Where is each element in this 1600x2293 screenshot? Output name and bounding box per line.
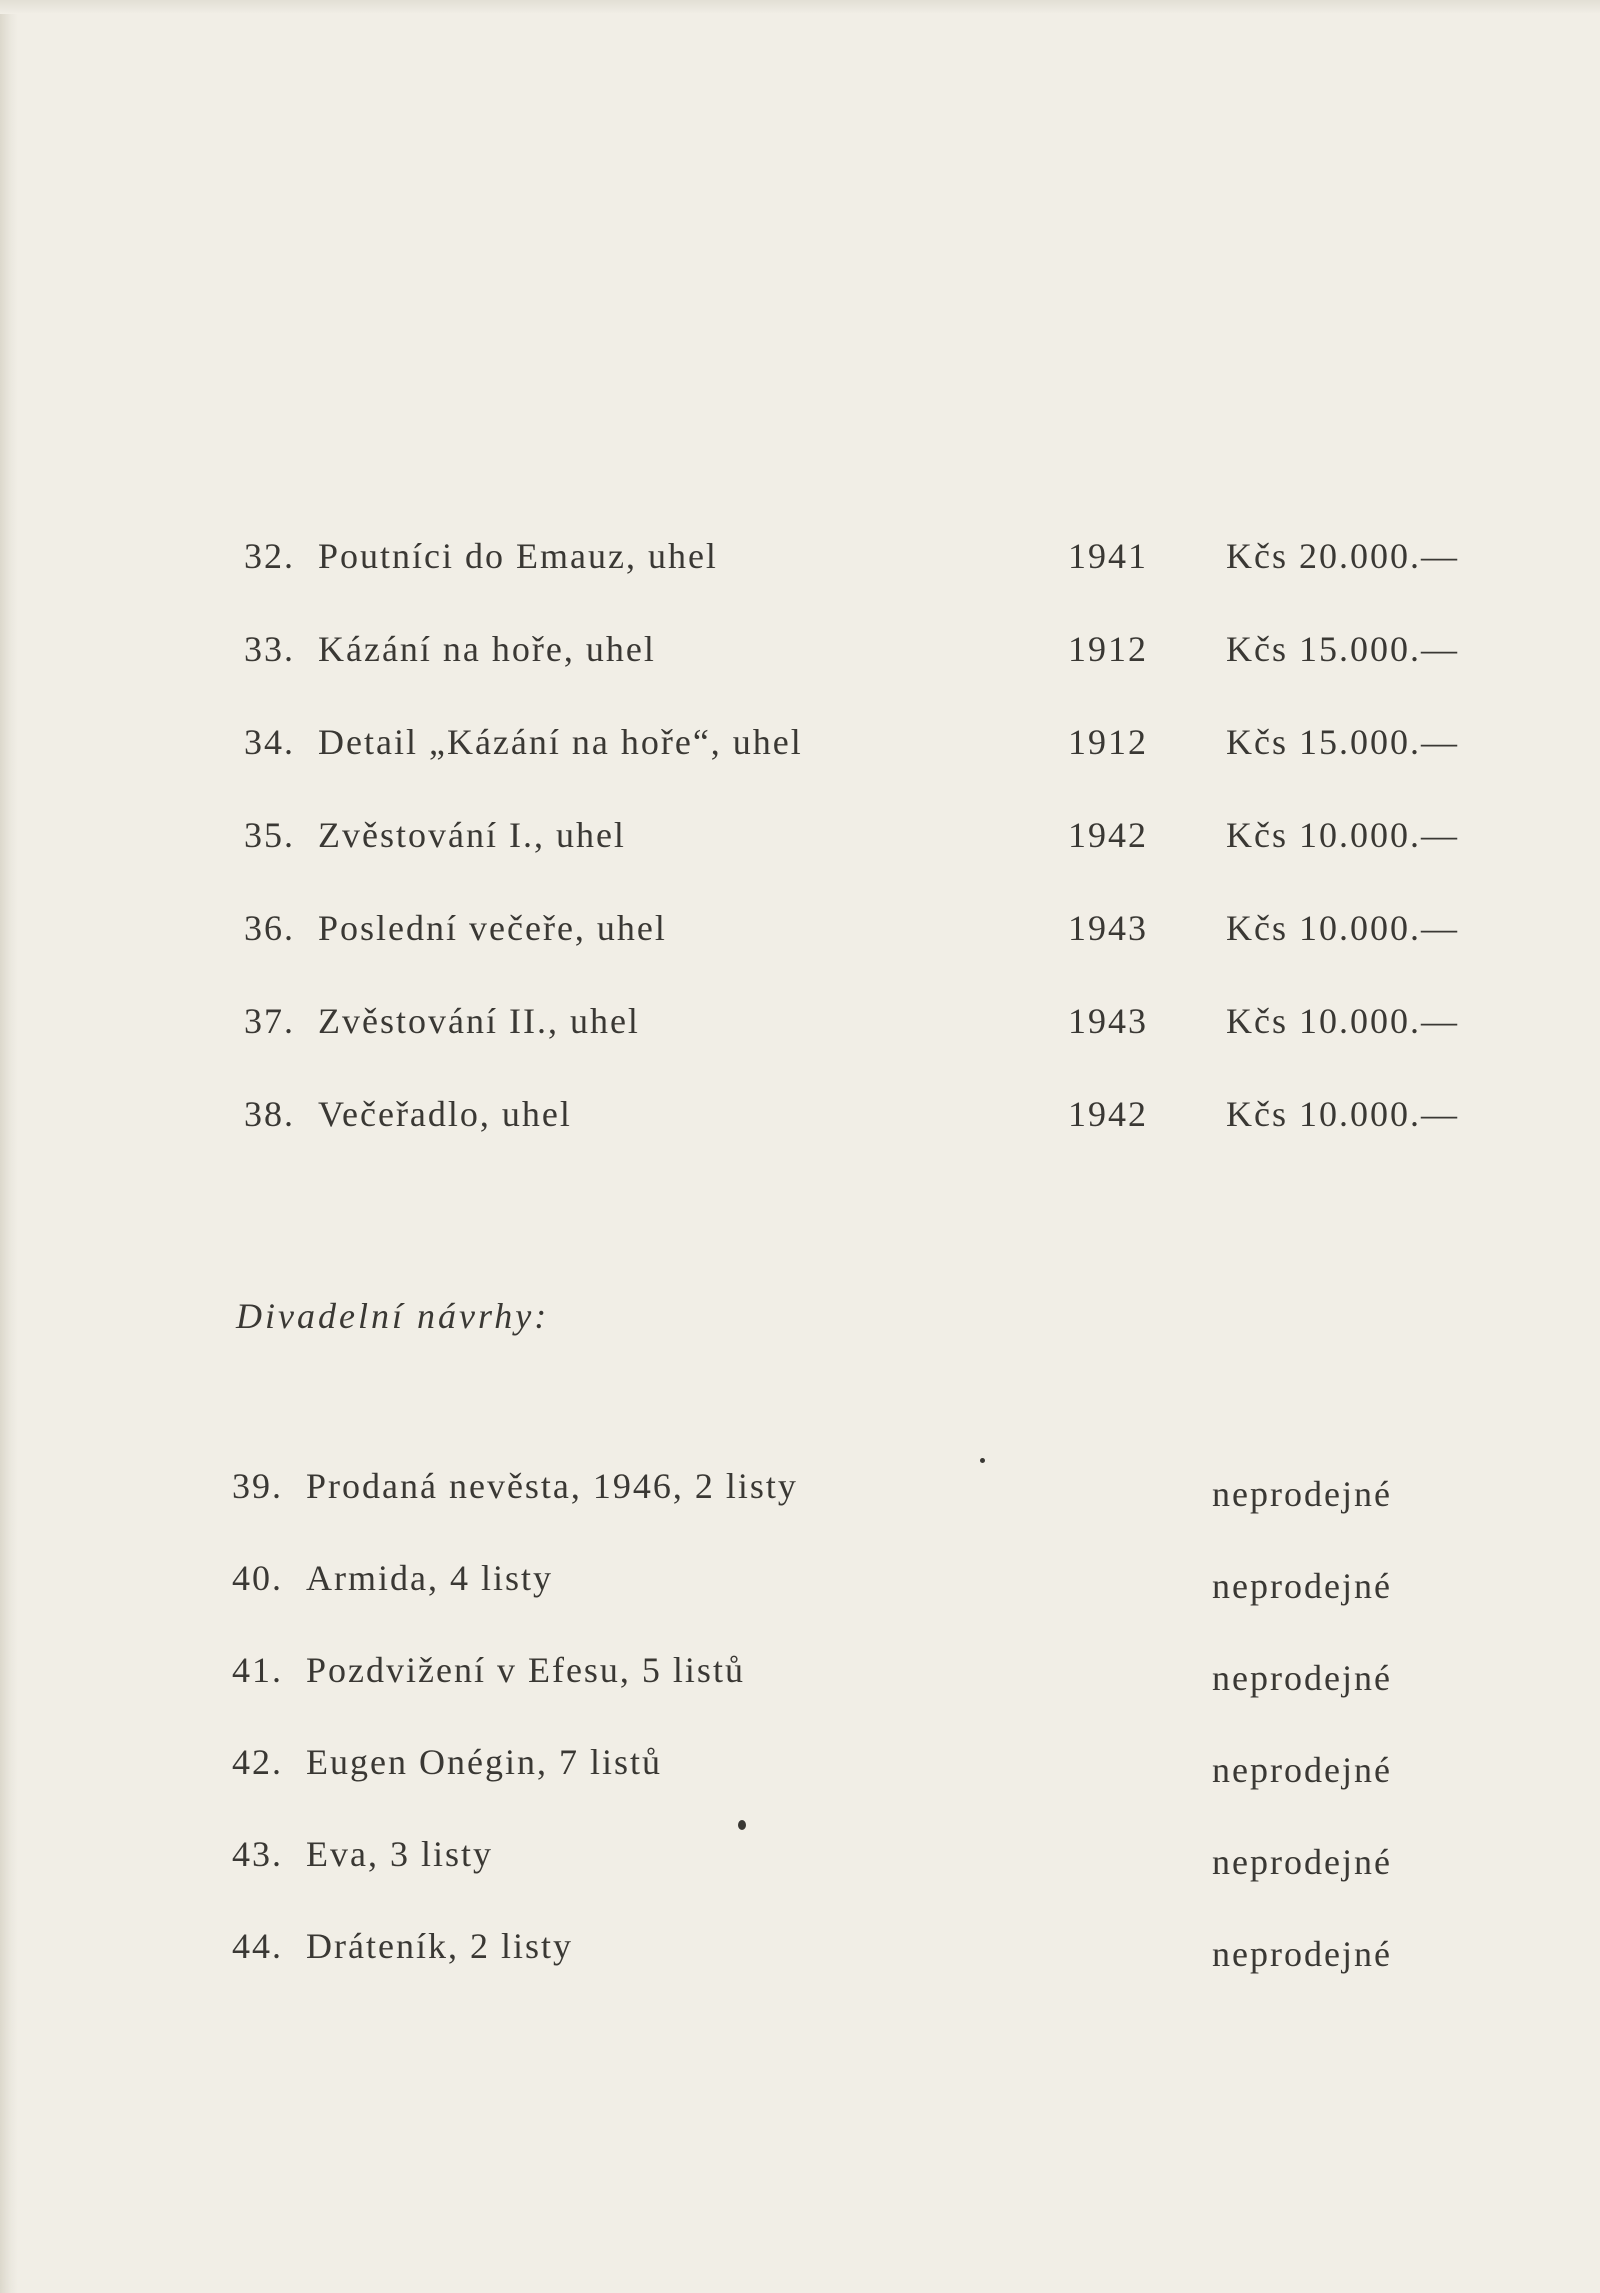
page-top-shadow (0, 0, 1600, 14)
work-row (0, 535, 1600, 585)
work-year: 1941 (1068, 536, 1148, 576)
design-title: Pozdvižení v Efesu, 5 listů (306, 1650, 745, 1690)
design-title: Prodaná nevěsta, 1946, 2 listy (306, 1466, 798, 1506)
work-row (0, 1000, 1600, 1050)
design-row (0, 1465, 1600, 1515)
section-heading: Divadelní návrhy: (236, 1296, 550, 1336)
design-number: 42. (232, 1742, 283, 1782)
work-year: 1942 (1068, 815, 1148, 855)
work-title: Zvěstování I., uhel (318, 815, 626, 855)
work-price: Kčs 10.000.— (1226, 815, 1459, 855)
design-number: 43. (232, 1834, 283, 1874)
design-row (0, 1741, 1600, 1791)
work-title: Poslední večeře, uhel (318, 908, 667, 948)
design-number: 39. (232, 1466, 283, 1506)
work-row (0, 628, 1600, 678)
work-price: Kčs 10.000.— (1226, 908, 1459, 948)
work-row (0, 814, 1600, 864)
ink-speck (738, 1820, 746, 1830)
work-year: 1942 (1068, 1094, 1148, 1134)
design-status: neprodejné (1212, 1750, 1392, 1790)
design-status: neprodejné (1212, 1658, 1392, 1698)
design-number: 44. (232, 1926, 283, 1966)
work-title: Poutníci do Emauz, uhel (318, 536, 718, 576)
work-number: 34. (244, 722, 295, 762)
work-price: Kčs 10.000.— (1226, 1094, 1459, 1134)
design-title: Eva, 3 listy (306, 1834, 493, 1874)
work-row (0, 721, 1600, 771)
work-price: Kčs 15.000.— (1226, 722, 1459, 762)
work-price: Kčs 15.000.— (1226, 629, 1459, 669)
design-row (0, 1925, 1600, 1975)
work-year: 1912 (1068, 722, 1148, 762)
work-number: 35. (244, 815, 295, 855)
work-price: Kčs 20.000.— (1226, 536, 1459, 576)
work-number: 36. (244, 908, 295, 948)
work-number: 32. (244, 536, 295, 576)
work-price: Kčs 10.000.— (1226, 1001, 1459, 1041)
work-year: 1943 (1068, 1001, 1148, 1041)
design-status: neprodejné (1212, 1566, 1392, 1606)
work-number: 33. (244, 629, 295, 669)
design-number: 40. (232, 1558, 283, 1598)
work-title: Kázání na hoře, uhel (318, 629, 656, 669)
design-row (0, 1833, 1600, 1883)
work-number: 37. (244, 1001, 295, 1041)
design-title: Armida, 4 listy (306, 1558, 553, 1598)
design-row (0, 1557, 1600, 1607)
design-status: neprodejné (1212, 1474, 1392, 1514)
work-row (0, 1093, 1600, 1143)
design-number: 41. (232, 1650, 283, 1690)
work-row (0, 907, 1600, 957)
work-year: 1943 (1068, 908, 1148, 948)
work-title: Detail „Kázání na hoře“, uhel (318, 722, 803, 762)
work-title: Zvěstování II., uhel (318, 1001, 640, 1041)
design-status: neprodejné (1212, 1842, 1392, 1882)
design-status: neprodejné (1212, 1934, 1392, 1974)
work-title: Večeřadlo, uhel (318, 1094, 572, 1134)
work-number: 38. (244, 1094, 295, 1134)
ink-speck (980, 1458, 985, 1463)
design-title: Dráteník, 2 listy (306, 1926, 573, 1966)
work-year: 1912 (1068, 629, 1148, 669)
design-title: Eugen Onégin, 7 listů (306, 1742, 662, 1782)
design-row (0, 1649, 1600, 1699)
